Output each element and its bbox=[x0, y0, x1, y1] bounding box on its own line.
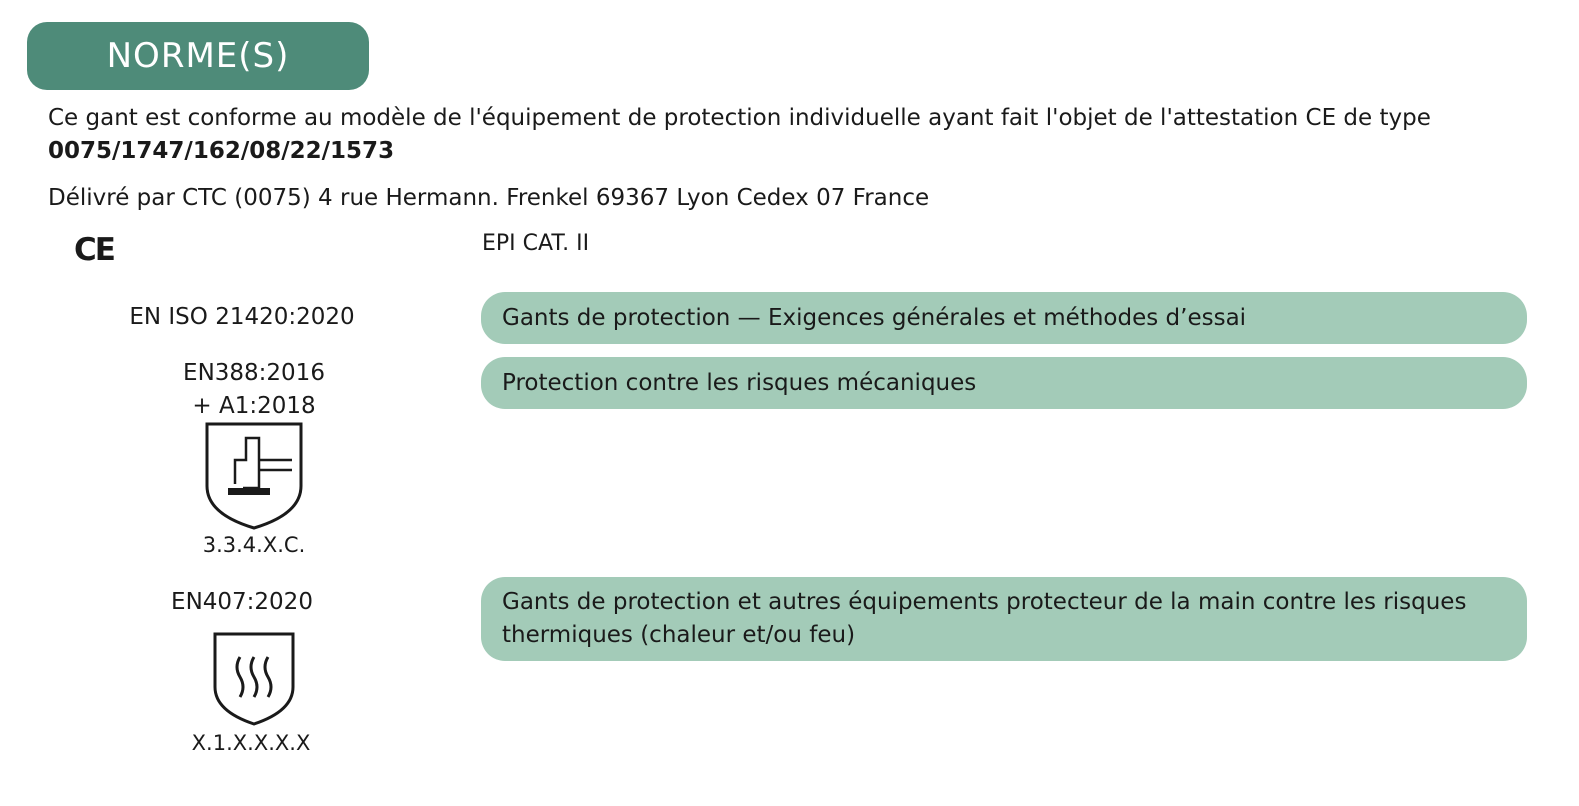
conformity-text: Ce gant est conforme au modèle de l'équipement de protection individuelle ayant fait l'objet de l'attestation CE de type bbox=[48, 105, 1431, 131]
description-text: Gants de protection — Exigences générales et méthodes d’essai bbox=[502, 304, 1247, 331]
standard-description-iso21420 bbox=[481, 292, 1527, 344]
description-text: Gants de protection et autres équipements protecteur de la main contre les risques thermiques (chaleur et/ou feu) bbox=[502, 589, 1467, 648]
performance-code-en407: X.1.X.X.X.X bbox=[191, 731, 311, 755]
ce-mark-icon: CE bbox=[74, 232, 114, 268]
description-text: Protection contre les risques mécaniques bbox=[502, 369, 977, 396]
standard-description-en388 bbox=[481, 357, 1527, 409]
conformity-statement bbox=[48, 102, 1548, 168]
issuer-text: Délivré par CTC (0075) 4 rue Hermann. Frenkel 69367 Lyon Cedex 07 France bbox=[48, 185, 930, 211]
thermal-risk-icon bbox=[212, 631, 296, 727]
standard-description-en407 bbox=[481, 577, 1527, 661]
mechanical-risk-icon bbox=[204, 422, 306, 532]
certificate-number: 0075/1747/162/08/22/1573 bbox=[48, 138, 395, 164]
standard-name-line2: + A1:2018 bbox=[192, 393, 316, 419]
standard-name-en407: EN407:2020 bbox=[171, 589, 313, 615]
section-header: NORME(S) bbox=[27, 22, 369, 90]
standard-name-line1: EN388:2016 bbox=[183, 360, 325, 386]
performance-code-en388: 3.3.4.X.C. bbox=[202, 533, 306, 557]
standard-name-iso21420: EN ISO 21420:2020 bbox=[129, 304, 355, 330]
standard-name-en388 bbox=[114, 357, 394, 423]
ppe-category: EPI CAT. II bbox=[482, 231, 590, 256]
